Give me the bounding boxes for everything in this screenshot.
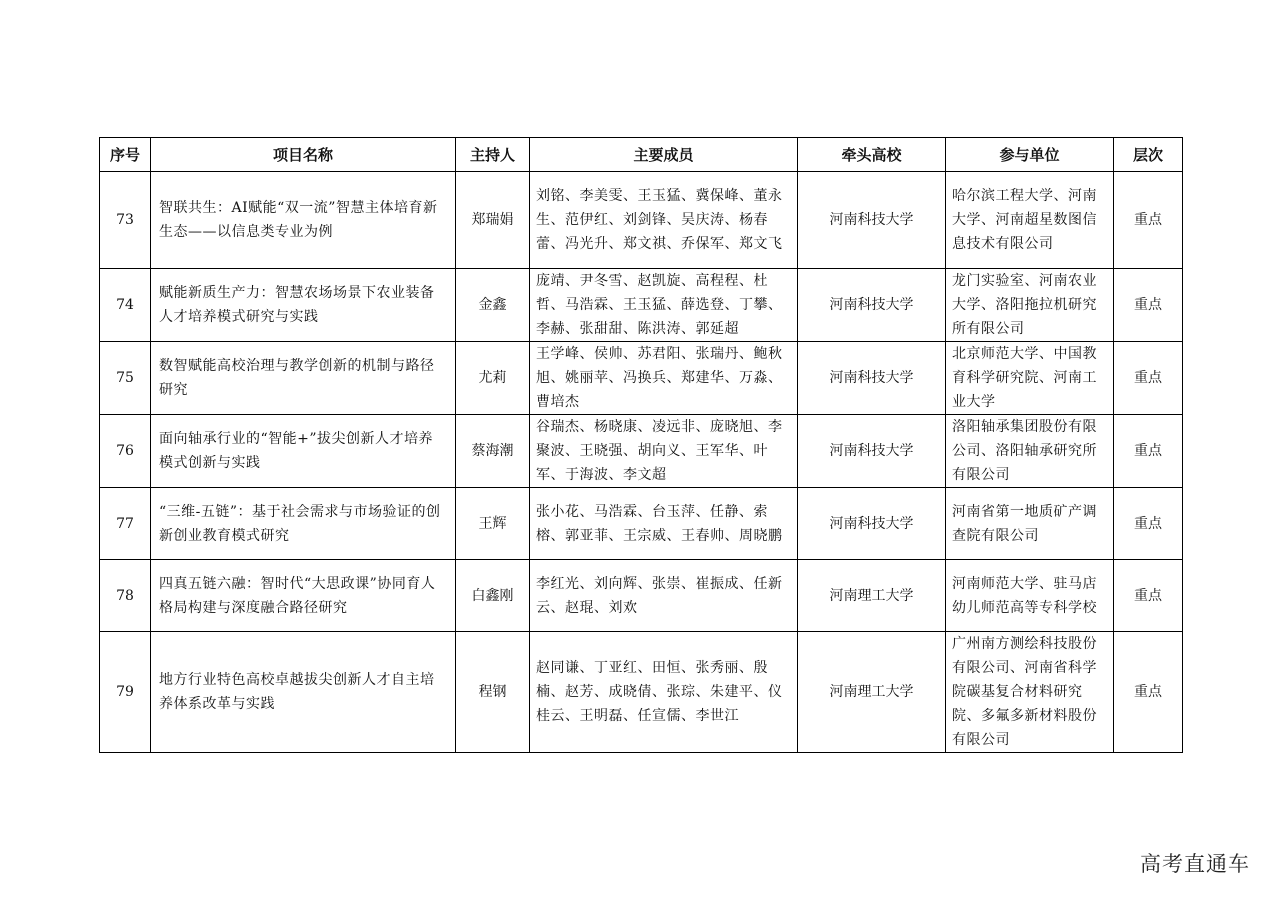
- cell-participating-units: 北京师范大学、中国教育科学研究院、河南工业大学: [946, 342, 1114, 415]
- cell-host: 蔡海潮: [456, 415, 530, 488]
- cell-lead-university: 河南科技大学: [798, 488, 946, 560]
- cell-project-name: 四真五链六融：智时代“大思政课”协同育人格局构建与深度融合路径研究: [151, 560, 456, 632]
- cell-host: 程钢: [456, 632, 530, 753]
- header-seq: 序号: [100, 138, 151, 172]
- watermark-text: 高考直通车: [1140, 852, 1250, 876]
- header-members: 主要成员: [530, 138, 798, 172]
- cell-level: 重点: [1114, 269, 1183, 342]
- table-row: [100, 488, 1183, 560]
- cell-host: 白鑫刚: [456, 560, 530, 632]
- cell-seq: 76: [100, 415, 151, 488]
- cell-members: 谷瑞杰、杨晓康、凌远非、庞晓旭、李聚波、王晓强、胡向义、王军华、叶军、于海波、李文超: [530, 415, 798, 488]
- cell-seq: 73: [100, 172, 151, 269]
- cell-members: 王学峰、侯帅、苏君阳、张瑞丹、鲍秋旭、姚丽苹、冯换兵、郑建华、万淼、曹培杰: [530, 342, 798, 415]
- cell-lead-university: 河南理工大学: [798, 560, 946, 632]
- cell-host: 王辉: [456, 488, 530, 560]
- cell-participating-units: 龙门实验室、河南农业大学、洛阳拖拉机研究所有限公司: [946, 269, 1114, 342]
- cell-project-name: 面向轴承行业的“智能+”拔尖创新人才培养模式创新与实践: [151, 415, 456, 488]
- cell-level: 重点: [1114, 632, 1183, 753]
- table-row: [100, 632, 1183, 753]
- header-level: 层次: [1114, 138, 1183, 172]
- table-row: [100, 342, 1183, 415]
- cell-members: 张小花、马浩霖、台玉萍、任静、索榕、郭亚菲、王宗威、王春帅、周晓鹏: [530, 488, 798, 560]
- cell-members: 刘铭、李美雯、王玉猛、冀保峰、董永生、范伊红、刘剑锋、吴庆涛、杨春蕾、冯光升、郑文祺、乔保军、郑文飞: [530, 172, 798, 269]
- table-header-row: [100, 138, 1183, 172]
- cell-level: 重点: [1114, 172, 1183, 269]
- cell-participating-units: 河南省第一地质矿产调查院有限公司: [946, 488, 1114, 560]
- cell-seq: 75: [100, 342, 151, 415]
- cell-level: 重点: [1114, 560, 1183, 632]
- cell-project-name: “三维-五链”：基于社会需求与市场验证的创新创业教育模式研究: [151, 488, 456, 560]
- table-row: [100, 269, 1183, 342]
- cell-project-name: 智联共生：AI赋能“双一流”智慧主体培育新生态——以信息类专业为例: [151, 172, 456, 269]
- cell-participating-units: 洛阳轴承集团股份有限公司、洛阳轴承研究所有限公司: [946, 415, 1114, 488]
- header-participating-units: 参与单位: [946, 138, 1114, 172]
- cell-seq: 74: [100, 269, 151, 342]
- project-table: [99, 137, 1183, 753]
- cell-members: 庞靖、尹冬雪、赵凯旋、高程程、杜哲、马浩霖、王玉猛、薛选登、丁攀、李赫、张甜甜、陈洪涛、郭延超: [530, 269, 798, 342]
- cell-project-name: 赋能新质生产力：智慧农场场景下农业装备人才培养模式研究与实践: [151, 269, 456, 342]
- cell-host: 金鑫: [456, 269, 530, 342]
- cell-project-name: 数智赋能高校治理与教学创新的机制与路径研究: [151, 342, 456, 415]
- cell-participating-units: 哈尔滨工程大学、河南大学、河南超星数图信息技术有限公司: [946, 172, 1114, 269]
- cell-level: 重点: [1114, 342, 1183, 415]
- cell-participating-units: 河南师范大学、驻马店幼儿师范高等专科学校: [946, 560, 1114, 632]
- header-host: 主持人: [456, 138, 530, 172]
- cell-lead-university: 河南科技大学: [798, 172, 946, 269]
- cell-members: 赵同谦、丁亚红、田恒、张秀丽、殷楠、赵芳、成晓倩、张琮、朱建平、仪桂云、王明磊、任宣儒、李世江: [530, 632, 798, 753]
- cell-project-name: 地方行业特色高校卓越拔尖创新人才自主培养体系改革与实践: [151, 632, 456, 753]
- cell-lead-university: 河南理工大学: [798, 632, 946, 753]
- table-row: [100, 415, 1183, 488]
- table-row: [100, 172, 1183, 269]
- cell-members: 李红光、刘向辉、张崇、崔振成、任新云、赵琨、刘欢: [530, 560, 798, 632]
- cell-lead-university: 河南科技大学: [798, 269, 946, 342]
- cell-lead-university: 河南科技大学: [798, 342, 946, 415]
- cell-host: 郑瑞娟: [456, 172, 530, 269]
- cell-lead-university: 河南科技大学: [798, 415, 946, 488]
- cell-level: 重点: [1114, 488, 1183, 560]
- header-project-name: 项目名称: [151, 138, 456, 172]
- cell-seq: 78: [100, 560, 151, 632]
- cell-seq: 79: [100, 632, 151, 753]
- cell-host: 尤莉: [456, 342, 530, 415]
- cell-seq: 77: [100, 488, 151, 560]
- cell-participating-units: 广州南方测绘科技股份有限公司、河南省科学院碳基复合材料研究院、多氟多新材料股份有限公司: [946, 632, 1114, 753]
- table-row: [100, 560, 1183, 632]
- cell-level: 重点: [1114, 415, 1183, 488]
- header-lead-university: 牵头高校: [798, 138, 946, 172]
